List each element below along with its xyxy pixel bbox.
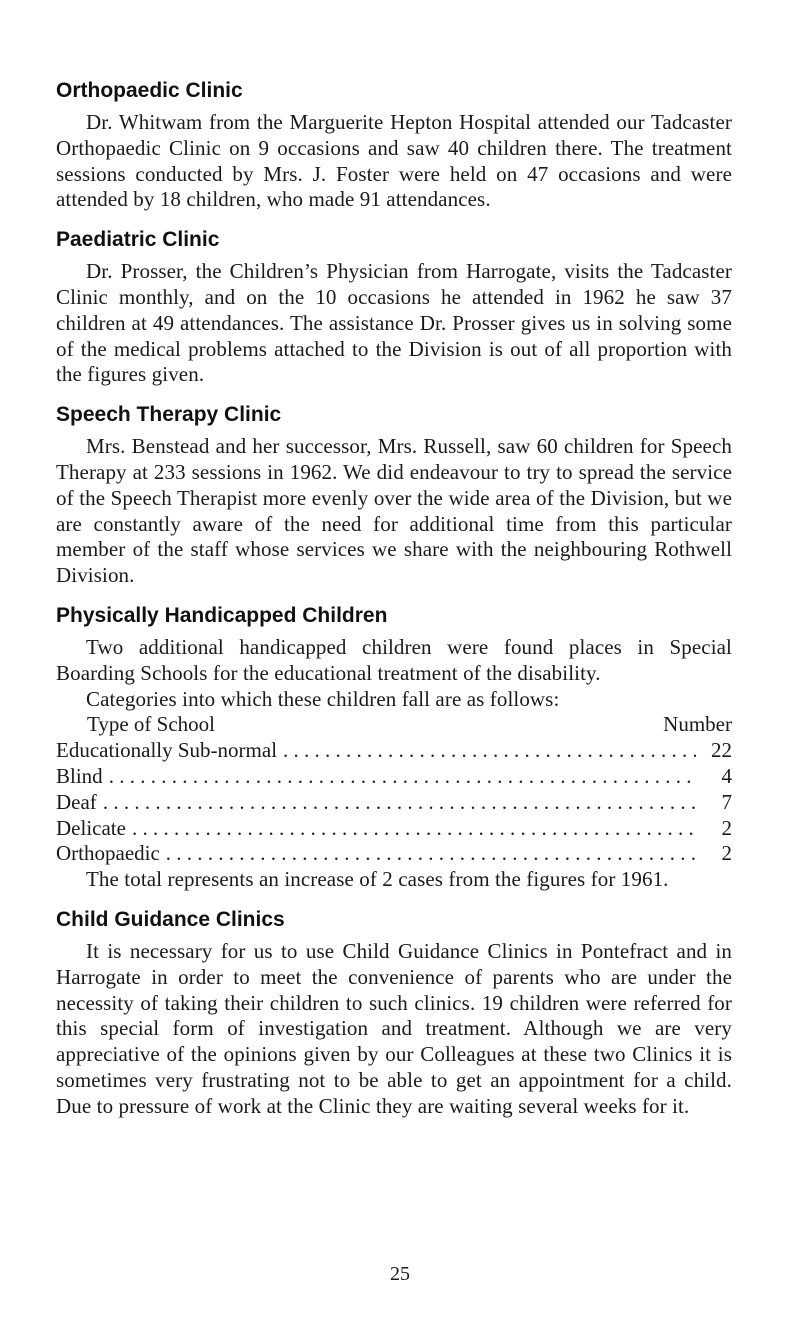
speech-therapy-section [56, 402, 732, 589]
table-row [56, 816, 732, 842]
section-paragraph: It is necessary for us to use Child Guidance Clinics in Pontefract and in Harrogate in order to meet the convenience of parents who are under the necessity of taking their children to such clinics. 19 children were referred for this special form of investigation and treatment. Although we are very appreciative of the opinions given by our Colleagues at these two Clinics it is sometimes very frustrating not to be able to get an appointment for a child. Due to pressure of work at the Clinic they are waiting several weeks for it. [56, 938, 732, 1118]
dot-leader [109, 764, 696, 790]
school-type: Educationally Sub-normal [56, 738, 278, 763]
child-guidance-section [56, 907, 732, 1120]
school-type: Delicate [56, 815, 126, 840]
orthopaedic-section [56, 78, 732, 213]
school-count: 22 [711, 738, 732, 763]
section-paragraph: Dr. Whitwam from the Marguerite Hepton Hospital attended our Tadcaster Orthopaedic Clinic on 9 occasions and saw 40 children there. The treatment sessions conducted by Mrs. J. Foster were held on 47 occasions and were attended by 18 children, who made 91 attendances. [56, 110, 732, 212]
section-heading: Physically Handicapped Children [56, 603, 388, 627]
school-count: 7 [721, 789, 732, 814]
table-row [56, 841, 732, 867]
table-row [56, 764, 732, 790]
dot-leader [283, 738, 696, 764]
section-heading: Orthopaedic Clinic [56, 79, 243, 102]
section-heading: Child Guidance Clinics [56, 907, 285, 931]
page-content [56, 78, 732, 1134]
page-number: 25 [390, 1263, 410, 1285]
section-paragraph: Two additional handicapped children were found places in Special Boarding Schools for the educational treatment of the disability. [56, 634, 732, 685]
number-column-header: Number [663, 712, 732, 737]
dot-leader [103, 790, 696, 816]
categories-intro: Categories into which these children fall are as follows: [86, 686, 560, 711]
section-paragraph: Dr. Prosser, the Children’s Physician from Harrogate, visits the Tadcaster Clinic monthly, and on the 10 occasions he attended in 1962 he saw 37 children at 49 attendances. The assistance Dr. Prosser gives us in solving some of the medical problems attached to the Division is out of all proportion with the figures given. [56, 259, 732, 387]
dot-leader [166, 841, 696, 867]
school-type: Orthopaedic [56, 841, 160, 866]
total-note: The total represents an increase of 2 cases from the figures for 1961. [86, 867, 669, 892]
school-count: 4 [721, 763, 732, 788]
table-row [56, 738, 732, 764]
paediatric-section [56, 227, 732, 388]
section-heading: Speech Therapy Clinic [56, 403, 282, 427]
section-heading: Paediatric Clinic [56, 228, 220, 252]
table-row [56, 790, 732, 816]
table-header [56, 712, 732, 738]
type-column-header: Type of School [87, 712, 216, 737]
handicapped-section [56, 603, 732, 893]
dot-leader [132, 816, 696, 842]
section-paragraph: Mrs. Benstead and her successor, Mrs. Russell, saw 60 children for Speech Therapy at 233 sessions in 1962. We did endeavour to try to spread the service of the Speech Therapist more evenly over the wide area of the Division, but we are constantly aware of the need for additional time from this particular member of the staff whose services we share with the neighbouring Rothwell Division. [56, 434, 732, 588]
school-type: Blind [56, 763, 103, 788]
school-count: 2 [721, 841, 732, 866]
school-type: Deaf [56, 789, 97, 814]
school-count: 2 [721, 815, 732, 840]
school-type-table [56, 738, 732, 867]
